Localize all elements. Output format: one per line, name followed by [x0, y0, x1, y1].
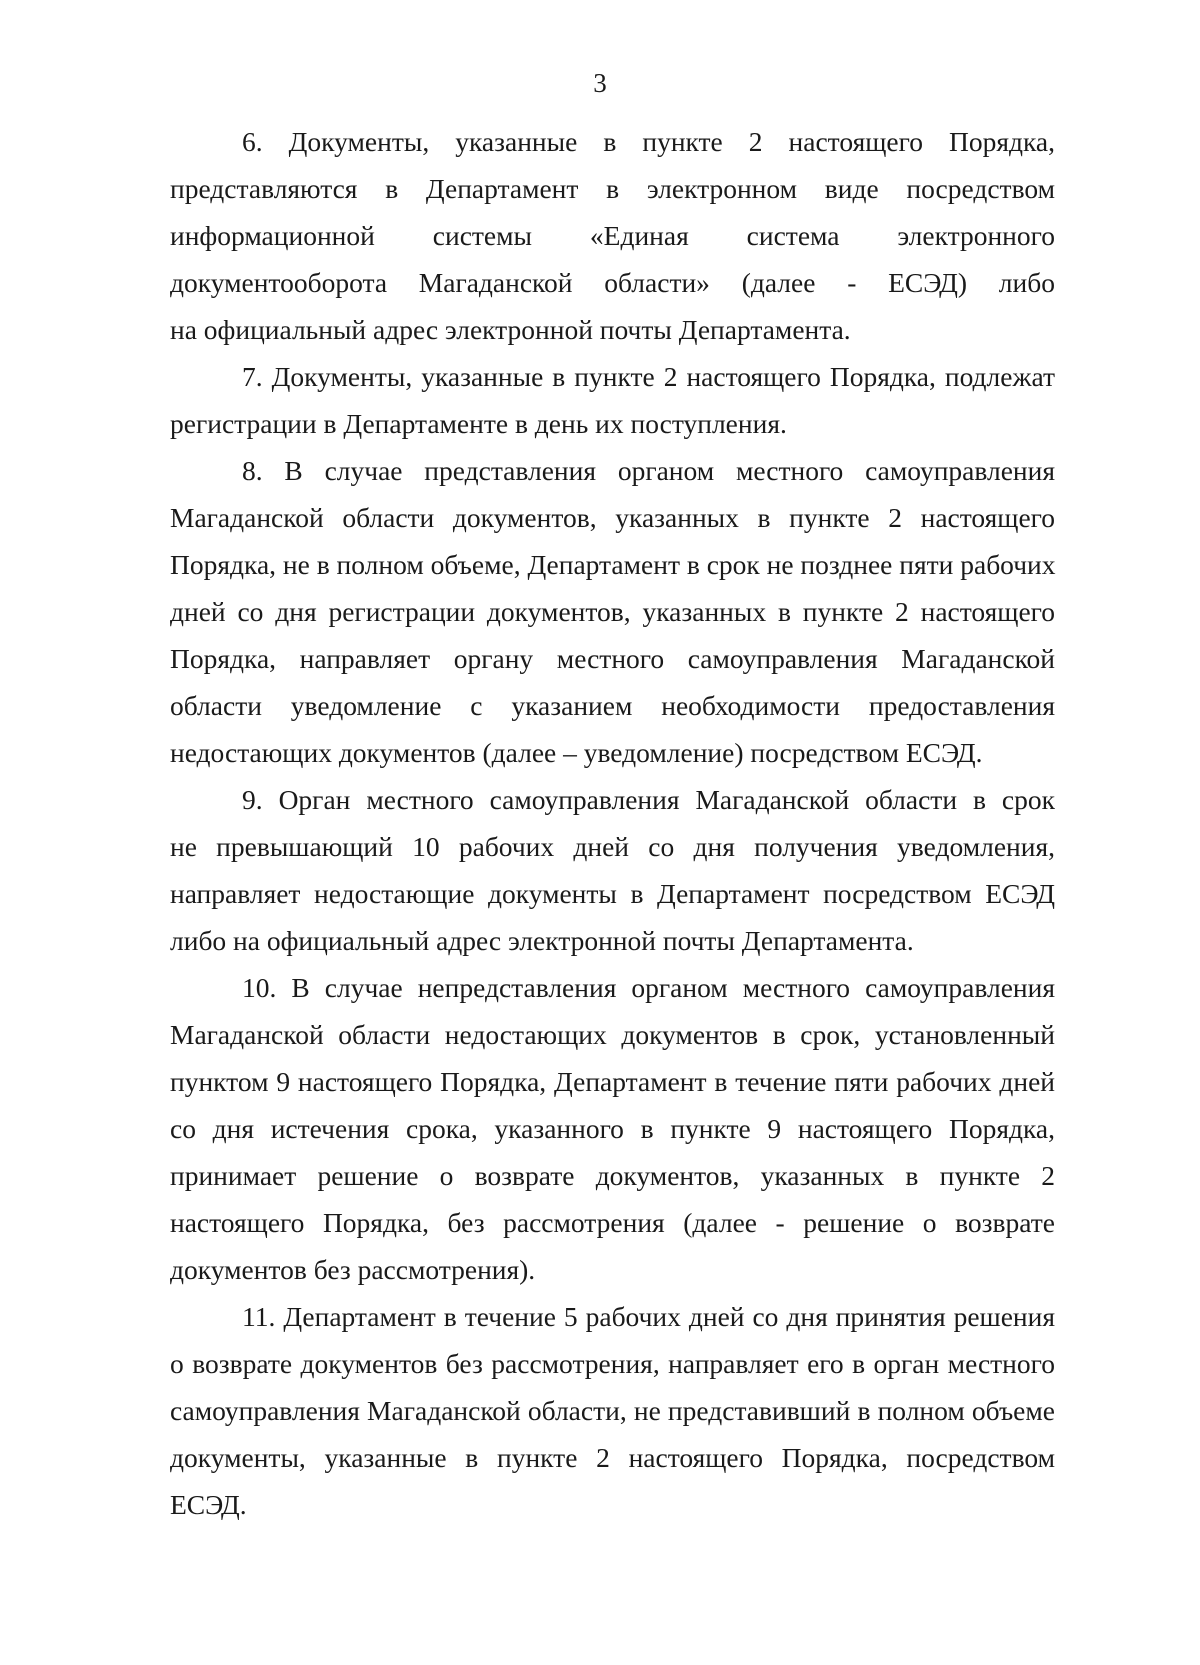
paragraph-line: 6. Документы, указанные в пункте 2 настоящего Порядка,: [242, 126, 1055, 157]
paragraph-line: со дня истечения срока, указанного в пункте 9 настоящего Порядка,: [170, 1113, 1055, 1144]
paragraph-line: Магаданской области недостающих документов в срок, установленный: [170, 1019, 1055, 1050]
paragraph-line: 8. В случае представления органом местного самоуправления: [242, 455, 1055, 486]
paragraph-10: [170, 964, 1055, 1293]
paragraph-line: Магаданской области документов, указанных в пункте 2 настоящего: [170, 502, 1055, 533]
paragraph-line: либо на официальный адрес электронной почты Департамента.: [170, 925, 914, 956]
paragraph-line: 11. Департамент в течение 5 рабочих дней со дня принятия решения: [242, 1301, 1055, 1332]
paragraph-line: дней со дня регистрации документов, указанных в пункте 2 настоящего: [170, 596, 1055, 627]
paragraph-line: не превышающий 10 рабочих дней со дня получения уведомления,: [170, 831, 1055, 862]
paragraph-line: представляются в Департамент в электронном виде посредством: [170, 173, 1055, 204]
paragraph-line: самоуправления Магаданской области, не представивший в полном объеме: [170, 1395, 1055, 1426]
paragraph-line: информационной системы «Единая система электронного: [170, 220, 1055, 251]
paragraph-line: ЕСЭД.: [170, 1489, 247, 1520]
paragraph-line: 9. Орган местного самоуправления Магаданской области в срок: [242, 784, 1055, 815]
paragraph-line: документов без рассмотрения).: [170, 1254, 536, 1285]
document-body: [170, 118, 1055, 1528]
paragraph-line: документооборота Магаданской области» (далее - ЕСЭД) либо: [170, 267, 1055, 298]
paragraph-line: 10. В случае непредставления органом местного самоуправления: [242, 972, 1055, 1003]
paragraph-line: на официальный адрес электронной почты Департамента.: [170, 314, 851, 345]
paragraph-line: пунктом 9 настоящего Порядка, Департамент в течение пяти рабочих дней: [170, 1066, 1055, 1097]
paragraph-line: 7. Документы, указанные в пункте 2 настоящего Порядка, подлежат: [242, 361, 1055, 392]
paragraph-line: Порядка, направляет органу местного самоуправления Магаданской: [170, 643, 1055, 674]
paragraph-line: документы, указанные в пункте 2 настоящего Порядка, посредством: [170, 1442, 1055, 1473]
paragraph-line: недостающих документов (далее – уведомление) посредством ЕСЭД.: [170, 737, 983, 768]
paragraph-line: принимает решение о возврате документов, указанных в пункте 2: [170, 1160, 1055, 1191]
paragraph-9: [170, 776, 1055, 964]
paragraph-line: Порядка, не в полном объеме, Департамент в срок не позднее пяти рабочих: [170, 549, 1056, 580]
paragraph-6: [170, 118, 1055, 353]
page-number: 3: [593, 68, 607, 98]
paragraph-8: [170, 447, 1055, 776]
paragraph-line: направляет недостающие документы в Департамент посредством ЕСЭД: [170, 878, 1055, 909]
paragraph-line: регистрации в Департаменте в день их поступления.: [170, 408, 787, 439]
paragraph-7: [170, 353, 1055, 447]
paragraph-line: области уведомление с указанием необходимости предоставления: [170, 690, 1055, 721]
paragraph-line: о возврате документов без рассмотрения, направляет его в орган местного: [170, 1348, 1055, 1379]
paragraph-line: настоящего Порядка, без рассмотрения (далее - решение о возврате: [170, 1207, 1055, 1238]
paragraph-11: [170, 1293, 1055, 1528]
